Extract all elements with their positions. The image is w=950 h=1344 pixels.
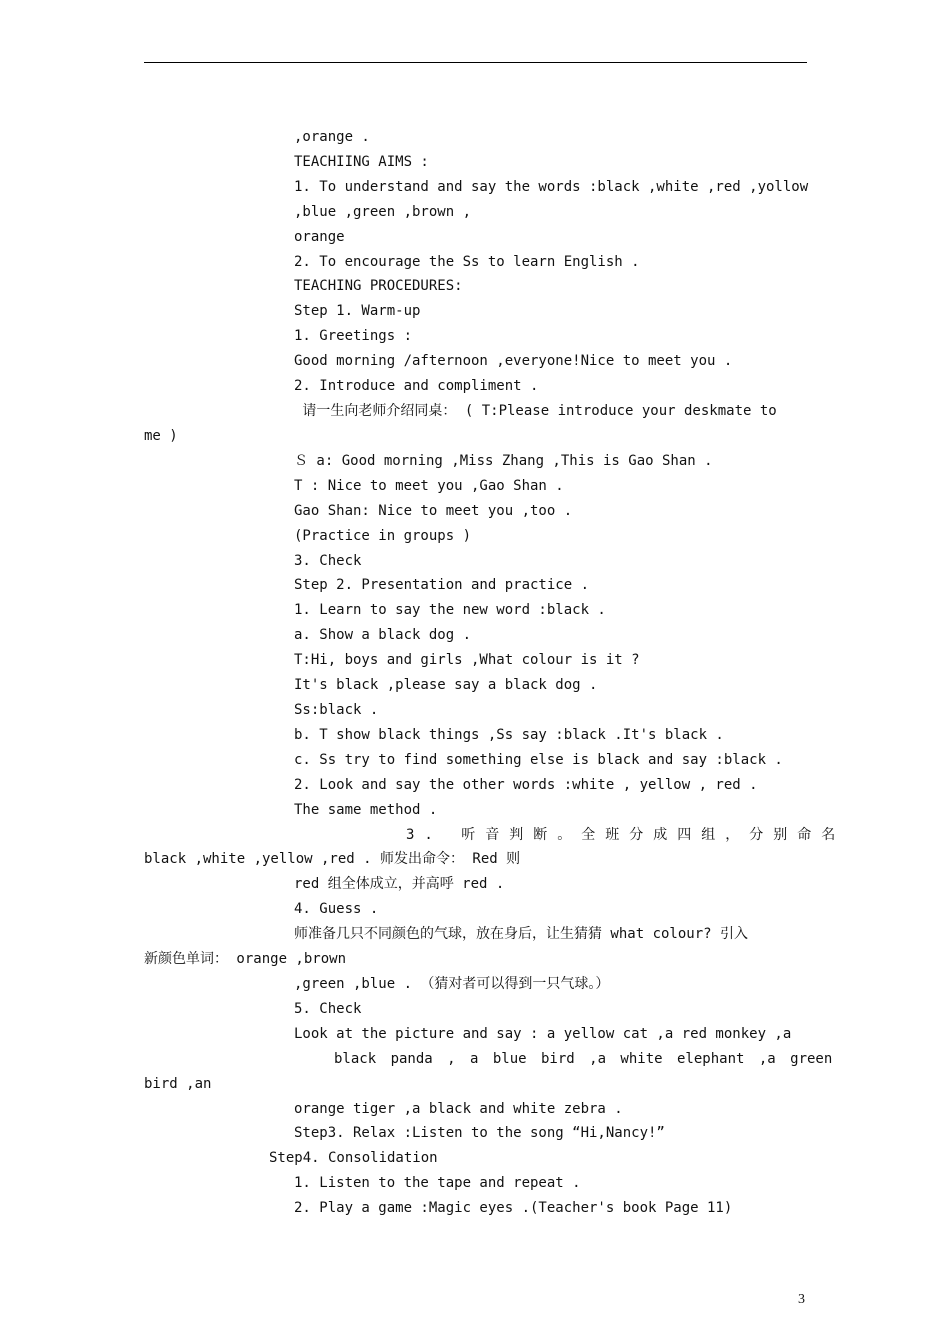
text-line: orange: [294, 229, 345, 245]
text-line: black panda , a blue bird ,a white elephant ,a green: [334, 1051, 833, 1067]
text-line: 师准备几只不同颜色的气球，放在身后，让生猜猜 what colour? 引入: [294, 926, 749, 942]
text-line: black ,white ,yellow ,red . 师发出命令： Red 则: [144, 851, 521, 867]
text-line: Step 1. Warm-up: [294, 303, 421, 319]
text-line: orange tiger ,a black and white zebra .: [294, 1101, 623, 1117]
text-line: ,green ,blue . （猜对者可以得到一只气球。）: [294, 976, 610, 992]
text-line: TEACHIING AIMS :: [294, 154, 429, 170]
text-line: 2. Play a game :Magic eyes .(Teacher's book Page 11): [294, 1200, 733, 1216]
text-line: T:Hi, boys and girls ,What colour is it ?: [294, 652, 640, 668]
text-line: Step3. Relax :Listen to the song “Hi,Nancy!”: [294, 1125, 665, 1141]
text-line: 1. To understand and say the words :black ,white ,red ,yollow: [294, 179, 809, 195]
text-line: 2. Look and say the other words :white , yellow , red .: [294, 777, 758, 793]
text-line: ,blue ,green ,brown ,: [294, 204, 472, 220]
text-line: 4. Guess .: [294, 901, 379, 917]
text-line: 3. 听音判断。全班分成四组，分别命名: [406, 827, 846, 843]
text-line: Ｓ a: Good morning ,Miss Zhang ,This is Gao Shan .: [294, 453, 713, 469]
text-line: Look at the picture and say : a yellow cat ,a red monkey ,a: [294, 1026, 792, 1042]
text-line: 1. Listen to the tape and repeat .: [294, 1175, 581, 1191]
text-line: T : Nice to meet you ,Gao Shan .: [294, 478, 564, 494]
text-line: 1. Greetings :: [294, 328, 413, 344]
text-line: (Practice in groups ): [294, 528, 472, 544]
text-line: c. Ss try to find something else is black and say :black .: [294, 752, 783, 768]
text-line: b. T show black things ,Ss say :black .It's black .: [294, 727, 724, 743]
text-line: Gao Shan: Nice to meet you ,too .: [294, 503, 573, 519]
text-line: Ss:black .: [294, 702, 379, 718]
text-line: 2. Introduce and compliment .: [294, 378, 539, 394]
text-line: The same method .: [294, 802, 438, 818]
page-number: 3: [798, 1292, 805, 1307]
text-line: Step4. Consolidation: [269, 1150, 438, 1166]
text-line: Step 2. Presentation and practice .: [294, 577, 590, 593]
text-line: It's black ,please say a black dog .: [294, 677, 598, 693]
text-line: Good morning /afternoon ,everyone!Nice to meet you .: [294, 353, 733, 369]
text-line: red 组全体成立，并高呼 red .: [294, 876, 505, 892]
text-line: 1. Learn to say the new word :black .: [294, 602, 606, 618]
text-line: ,orange .: [294, 129, 370, 145]
text-line: bird ,an: [144, 1076, 212, 1092]
text-line: TEACHING PROCEDURES:: [294, 278, 463, 294]
text-line: 2. To encourage the Ss to learn English .: [294, 254, 640, 270]
text-line: 请一生向老师介绍同桌： ( T:Please introduce your deskmate to: [294, 403, 777, 419]
header-rule: [144, 62, 807, 63]
text-line: 新颜色单词： orange ,brown: [144, 951, 347, 967]
text-line: 5. Check: [294, 1001, 362, 1017]
text-line: me ): [144, 428, 178, 444]
text-line: 3. Check: [294, 553, 362, 569]
text-line: a. Show a black dog .: [294, 627, 472, 643]
